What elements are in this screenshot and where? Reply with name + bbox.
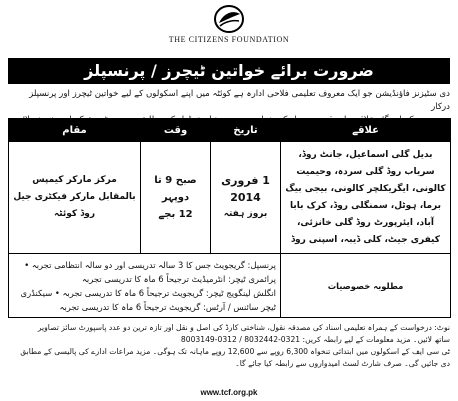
- note-line: ٹی سی ایف کے اسکولوں میں ابتدائی تنخواہ 6,300 روپے سے 12,600 روپے ماہانہ تک ہوگی۔ مزید مراعات ادارے کی پالیسی کے مطابق: [20, 347, 450, 356]
- area-cell: بدیل گلی اسماعیل، جانٹ روڈ، سریاب روڈ گلی سردہ، وحیمیت کالونی، ایگریکلچر کالونی، بیجی بیگ برما، ہوٹل، سمنگلی روڈ، کرک بابا آباد، ایئرپورٹ روڈ گلی خانزئی، کیفری جیٹ، کلی ڈیبہ، اسپنی روڈ: [281, 142, 451, 254]
- header-area: علاقے: [281, 119, 451, 142]
- day-value: بروز ہفتہ: [223, 209, 268, 219]
- time-cell: [141, 142, 211, 254]
- website-link[interactable]: www.tcf.org.pk: [200, 388, 258, 397]
- requirements-label: مطلوبہ خصوصیات: [281, 254, 451, 318]
- time-value: صبح 9 تا دوپہر: [154, 175, 197, 203]
- table-header-row: [9, 119, 451, 142]
- intro-line: دی سٹیزنز فاؤنڈیشن جو ایک معروف تعلیمی فلاحی ادارہ ہے کوئٹہ میں اپنے اسکولوں کے لیے خواتین ٹیچرز اور پرنسپلز درکار: [29, 89, 450, 112]
- header-date: تاریخ: [211, 119, 281, 142]
- requirements-row: [9, 254, 451, 318]
- date-cell: [211, 142, 281, 254]
- header-venue: مقام: [9, 119, 141, 142]
- header-time: وقت: [141, 119, 211, 142]
- leaf-logo-icon: [212, 4, 246, 34]
- note-line: نوٹ: درخواست کے ہمراہ تعلیمی اسناد کی مصدقہ نقول، شناختی کارڈ کی اصل و نقل اور تازہ ترین دو عدد پاسپورٹ سائز تصاویر: [37, 323, 450, 332]
- time-end-value: 12 بجے: [158, 209, 193, 220]
- notes-block: [8, 322, 450, 370]
- org-name: THE CITIZENS FOUNDATION: [168, 35, 290, 44]
- date-value: 1 فروری 2014: [221, 174, 270, 204]
- note-line: ساتھ لائیں۔ مزید معلومات کے لیے رابطہ کریں: 0321-8032442 / 0312-8003149: [180, 335, 450, 344]
- table-row: [9, 142, 451, 254]
- schedule-table: [8, 118, 451, 318]
- requirements-cell: [9, 254, 281, 318]
- venue-cell: مرکز مارکر کیمپس بالمقابل مارکر فیکٹری جیل روڈ کوئٹہ: [9, 142, 141, 254]
- page-title: ضرورت برائے خواتین ٹیچرز / پرنسپلز: [8, 58, 450, 84]
- logo-block: [0, 4, 458, 44]
- requirement-line: انگلش لینگویج ٹیچر: گریجویٹ ترجیحاً 6 ماہ کا تدریسی تجربہ • سیکنڈری ٹیچر سائنس / آرٹس: گریجویٹ ترجیحاً 6 ماہ کا تدریسی تجربہ: [20, 287, 276, 312]
- requirement-line: پرنسپل: گریجویٹ جس کا 3 سالہ تدریسی اور دو سالہ انتظامی تجربہ • پرائمری ٹیچر: انٹرمیڈیٹ ترجیحاً 6 ماہ کا تدریسی تجربہ: [24, 259, 276, 284]
- note-line: دی جائیں گی۔ صرف شارٹ لسٹ امیدواروں سے رابطہ کیا جائے گا۔: [235, 359, 450, 368]
